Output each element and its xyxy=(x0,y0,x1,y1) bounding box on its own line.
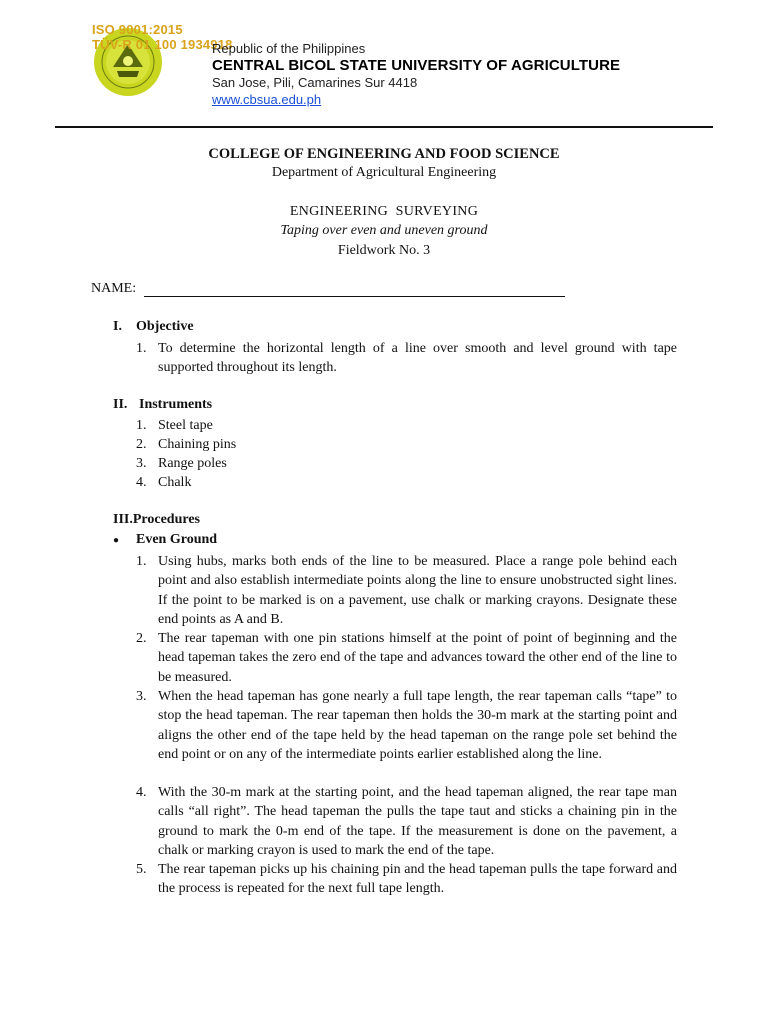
list-number: 2. xyxy=(136,437,147,452)
university-address: San Jose, Pili, Camarines Sur 4418 xyxy=(212,75,418,90)
instruments-heading-number: II. xyxy=(113,397,128,412)
objective-heading-number: I. xyxy=(113,319,122,334)
topic-title: Taping over even and uneven ground xyxy=(280,223,488,238)
college-title: COLLEGE OF ENGINEERING AND FOOD SCIENCE xyxy=(208,146,560,162)
name-input-line[interactable] xyxy=(144,296,565,297)
list-text: Steel tape xyxy=(158,418,213,433)
list-text: Range poles xyxy=(158,456,227,471)
iso-standard: ISO 9001:2015 xyxy=(92,22,183,37)
list-number: 4. xyxy=(136,475,147,490)
course-title: ENGINEERING SURVEYING xyxy=(289,204,479,219)
list-text: Using hubs, marks both ends of the line to be measured. Place a range pole behind each point and also establish intermediate points along the line to ensure unobstructed sight lines. If the point to be marked is on a pavement, use chalk or marking crayons. Designate these end points as A and B. xyxy=(158,554,677,627)
university-website-link[interactable]: www.cbsua.edu.ph xyxy=(212,92,322,107)
instruments-heading xyxy=(113,397,213,413)
list-text: Chaining pins xyxy=(158,437,237,452)
instruments-heading-label: Instruments xyxy=(139,397,213,412)
name-label: NAME: xyxy=(91,281,137,296)
bullet-icon: ● xyxy=(113,535,120,546)
header-divider xyxy=(55,126,713,128)
list-text: The rear tapeman with one pin stations himself at the point of point of beginning and the head tapeman takes the zero end of the tape and advances toward the other end of the line to be measured. xyxy=(158,631,677,685)
fieldwork-number: Fieldwork No. 3 xyxy=(337,243,431,258)
list-number: 3. xyxy=(136,689,147,704)
procedures-heading: III.Procedures xyxy=(113,512,200,527)
list-text: Chalk xyxy=(158,475,192,490)
university-name: CENTRAL BICOL STATE UNIVERSITY OF AGRICULTURE xyxy=(212,57,621,74)
republic-line: Republic of the Philippines xyxy=(212,41,366,56)
list-text: When the head tapeman has gone nearly a full tape length, the rear tapeman calls “tape” to stop the head tapeman. The rear tapeman then holds the 30-m mark at the starting point and aligns the other end of the tape held by the head tapeman on the range pole set behind the end point or on any of the intermediate points earlier established along the line. xyxy=(158,689,677,762)
iso-certificate-number: TÜV-R 01 100 1934918 xyxy=(92,37,233,52)
objective-heading xyxy=(113,319,194,335)
list-text: With the 30-m mark at the starting point, and the head tapeman aligned, the rear tape man calls “all right”. The head tapeman the pulls the tape taut and sticks a chaining pin in the ground to mark the 0-m end of the tape. If the measurement is done on the pavement, a chalk or marking crayon is used to mark the end of the tape. xyxy=(158,785,677,858)
list-number: 5. xyxy=(136,862,147,877)
list-text: The rear tapeman picks up his chaining pin and the head tapeman pulls the tape forward and the process is repeated for the next full tape length. xyxy=(158,862,677,897)
department-title: Department of Agricultural Engineering xyxy=(271,165,497,180)
list-number: 1. xyxy=(136,341,147,356)
list-number: 4. xyxy=(136,785,147,800)
list-number: 1. xyxy=(136,418,147,433)
objective-heading-label: Objective xyxy=(136,319,194,334)
letterhead xyxy=(212,41,620,108)
list-number: 3. xyxy=(136,456,147,471)
list-text: To determine the horizontal length of a line over smooth and level ground with tape supported throughout its length. xyxy=(158,341,677,376)
list-number: 2. xyxy=(136,631,147,646)
even-ground-subheading: Even Ground xyxy=(136,532,218,547)
list-number: 1. xyxy=(136,554,147,569)
